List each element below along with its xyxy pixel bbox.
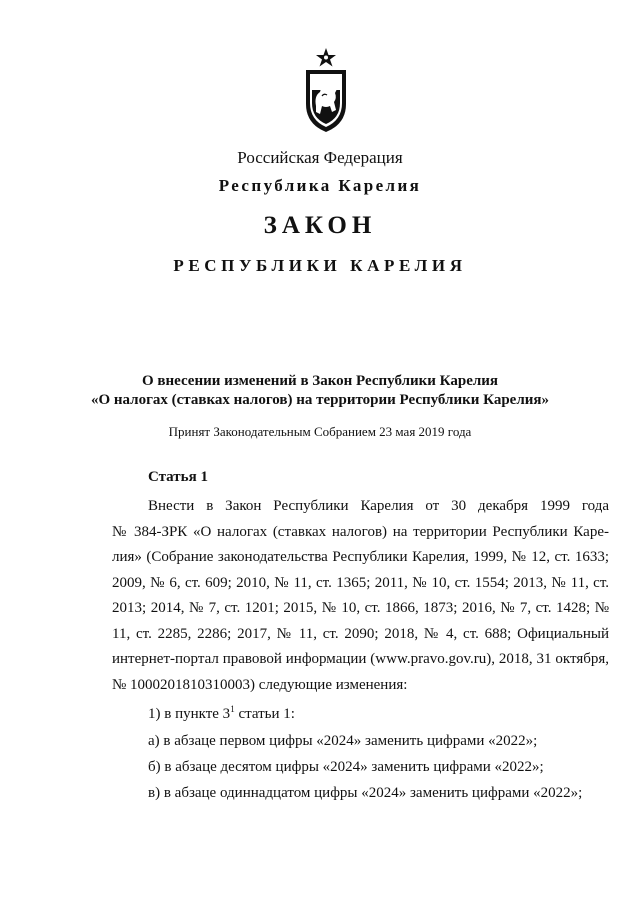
karelia-coat-of-arms-icon: [300, 46, 352, 134]
article-paragraph: [112, 494, 609, 698]
country-name: Российская Федерация: [237, 148, 403, 167]
list-item-1-sup: 1: [230, 704, 235, 714]
list-item-1-post: статьи 1:: [234, 706, 295, 722]
list-item-1-pre: 1) в пункте 3: [148, 706, 231, 722]
article-paragraph-rest: № 384-ЗРК «О налогах (ставках налогов) на территории Республики Карелия» (Собрание законодательства Республики Карелия, 1999, № 12, ст. 1633; 2009, № 6, ст. 609; 2010, № 11, ст. 1365; 2011, № 10, ст. 1554; 2013, № 11, ст. 2013; 2014, № 7, ст. 1201; 2015, № 10, ст. 1866, 1873; 2016, № 7, ст. 1428; № 11, ст. 2285, 2286; 2017, № 11, ст. 2090; 2018, № 4, ст. 688; Официальный интернет-портал правовой информации (www.pravo.gov.ru), 2018, 31 октября, № 1000201810310003) следующие изменения:: [112, 523, 609, 693]
list-item-a: а) в абзаце первом цифры «2024» заменить цифрами «2022»;: [148, 733, 538, 749]
law-title-line2: «О налогах (ставках налогов) на территории Республики Карелия»: [90, 392, 549, 408]
article-heading: Статья 1: [148, 469, 208, 485]
article-paragraph-first-line: Внести в Закон Республики Карелия от 30 декабря 1999 года: [148, 498, 609, 514]
law-subheading: РЕСПУБЛИКИ КАРЕЛИЯ: [173, 256, 467, 275]
law-heading: ЗАКОН: [263, 212, 377, 239]
list-item-b: б) в абзаце десятом цифры «2024» заменить цифрами «2022»;: [148, 759, 544, 775]
republic-name: Республика Карелия: [218, 176, 422, 195]
law-title-line1: О внесении изменений в Закон Республики Карелия: [141, 373, 499, 389]
adopted-date: Принят Законодательным Собранием 23 мая 2019 года: [168, 424, 472, 439]
law-title: [0, 372, 640, 410]
list-item-1: [148, 704, 295, 723]
list-item-c: в) в абзаце одиннадцатом цифры «2024» заменить цифрами «2022»;: [148, 785, 583, 801]
